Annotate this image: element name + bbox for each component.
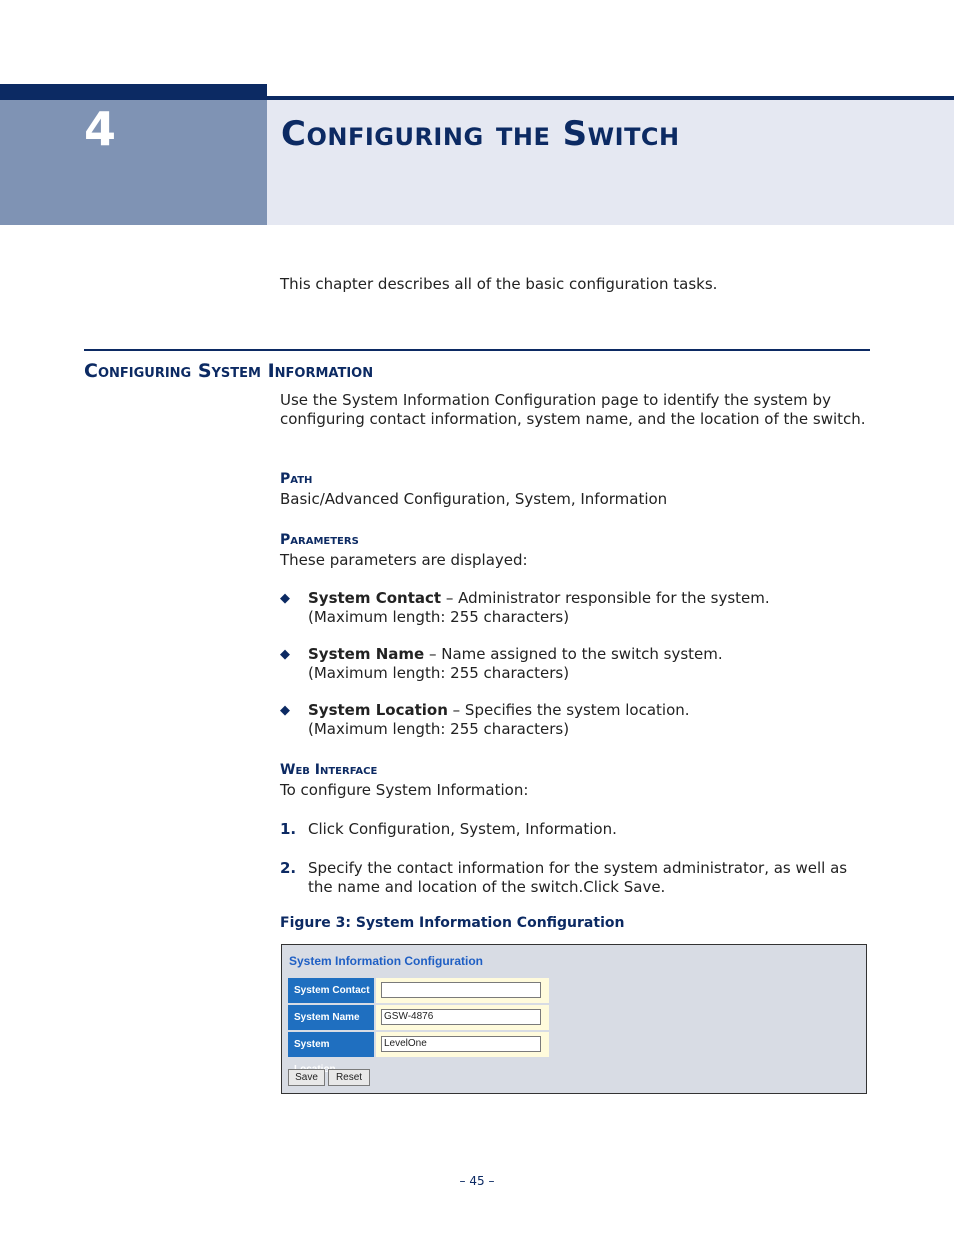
web-interface-heading: Web Interface — [280, 762, 378, 778]
figure-caption: Figure 3: System Information Configuration — [280, 915, 625, 931]
parameter-name: System Name — [308, 645, 425, 663]
page-number: – 45 – — [459, 1174, 495, 1188]
save-button[interactable]: Save — [288, 1069, 325, 1086]
system-name-cell — [376, 1005, 549, 1030]
parameter-item — [308, 701, 868, 739]
system-name-label: System Name — [288, 1005, 374, 1030]
chapter-number-block — [0, 84, 267, 225]
parameters-intro: These parameters are displayed: — [280, 551, 528, 569]
section-description: Use the System Information Configuration page to identify the system by configuring contact information, system name, and the location of the switch. — [280, 391, 866, 428]
system-contact-label: System Contact — [288, 978, 374, 1003]
system-name-input[interactable]: GSW-4876 — [381, 1009, 541, 1025]
parameter-desc: – Administrator responsible for the system. — [441, 589, 770, 607]
chapter-title-rule — [267, 96, 954, 100]
parameter-name: System Contact — [308, 589, 442, 607]
chapter-intro: This chapter describes all of the basic configuration tasks. — [280, 275, 718, 293]
parameter-item — [308, 645, 868, 683]
system-location-input[interactable]: LevelOne — [381, 1036, 541, 1052]
parameter-desc: – Specifies the system location. — [447, 701, 690, 719]
parameters-heading: Parameters — [280, 532, 359, 548]
parameter-note: (Maximum length: 255 characters) — [308, 608, 570, 626]
system-location-cell — [376, 1032, 549, 1057]
form-title: System Information Configuration — [289, 954, 484, 968]
chapter-title: Configuring the Switch — [281, 114, 680, 154]
web-interface-intro: To configure System Information: — [280, 781, 529, 799]
system-contact-input[interactable] — [381, 982, 541, 998]
step-text: Specify the contact information for the system administrator, as well as the name and location of the switch.Click Save. — [308, 859, 848, 896]
bullet-diamond-icon: ◆ — [280, 703, 290, 718]
parameter-name: System Location — [308, 701, 448, 719]
step-number: 1. — [280, 820, 297, 838]
system-info-screenshot — [281, 944, 867, 1094]
parameter-note: (Maximum length: 255 characters) — [308, 664, 570, 682]
section-title: Configuring System Information — [84, 360, 374, 382]
path-text: Basic/Advanced Configuration, System, Information — [280, 490, 668, 508]
parameter-desc: – Name assigned to the switch system. — [424, 645, 723, 663]
bullet-diamond-icon: ◆ — [280, 647, 290, 662]
system-location-label: System — [288, 1032, 374, 1057]
step-text: Click Configuration, System, Information. — [308, 820, 617, 838]
chapter-number: 4 — [84, 102, 117, 156]
parameter-item — [308, 589, 868, 627]
path-heading: Path — [280, 471, 313, 487]
parameter-note: (Maximum length: 255 characters) — [308, 720, 570, 738]
section-rule — [84, 349, 870, 351]
step-number: 2. — [280, 859, 297, 877]
chapter-block-top-bar — [0, 84, 267, 100]
bullet-diamond-icon: ◆ — [280, 591, 290, 606]
reset-button[interactable]: Reset — [328, 1069, 370, 1086]
system-contact-cell — [376, 978, 549, 1003]
